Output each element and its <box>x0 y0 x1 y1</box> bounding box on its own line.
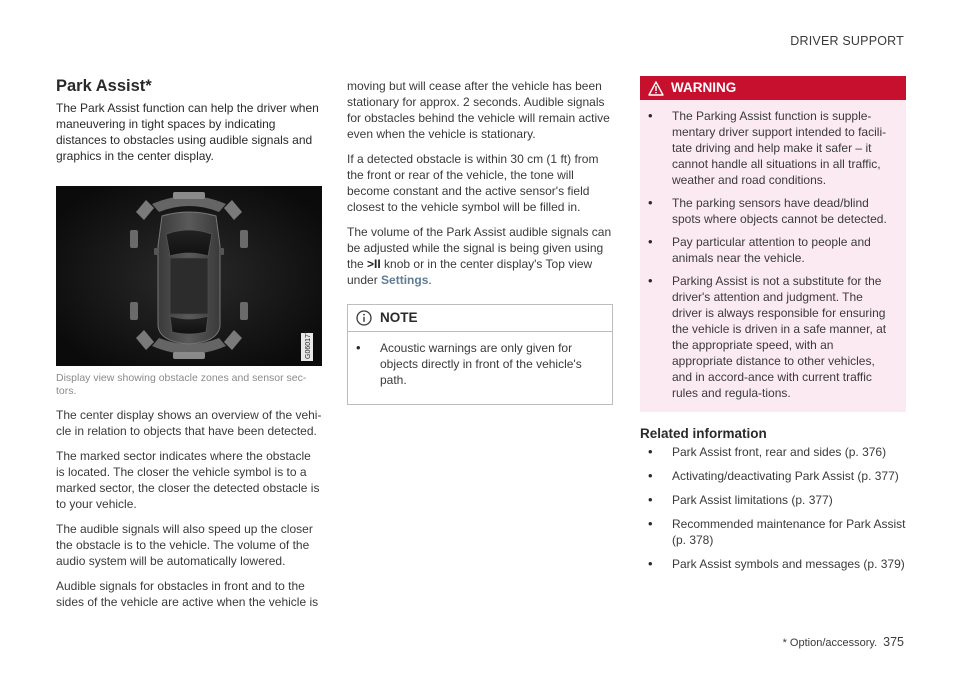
column-right <box>640 76 906 580</box>
note-box <box>347 304 613 405</box>
info-icon <box>356 310 372 326</box>
intro-paragraph: The Park Assist function can help the driver when maneuvering in tight spaces by indicating distances to obstacles using audible signals and graphics in the center display. <box>56 101 319 163</box>
volume-text: knob or in the center display's Top view under <box>347 257 593 287</box>
related-information-heading: Related information <box>640 426 767 441</box>
body-paragraph: The audible signals will also speed up the closer the obstacle is to the vehicle. The volume of the audio system will be automatically lowered. <box>56 522 313 568</box>
page-footer <box>783 634 904 651</box>
warning-header <box>640 76 906 100</box>
body-paragraph: moving but will cease after the vehicle has been stationary for approx. 2 seconds. Audible signals for obstacles behind the vehicle will remain active even when the vehicle is stationary. <box>347 79 610 141</box>
warning-box <box>640 76 906 412</box>
park-assist-illustration <box>56 186 322 366</box>
related-link[interactable]: • Recommended maintenance for Park Assist (p. 378) <box>640 516 906 548</box>
page-title: Park Assist* <box>56 77 152 95</box>
body-paragraph: The marked sector indicates where the obstacle is located. The closer the vehicle symbol is to a marked sector, the closer the detected obstacle is to your vehicle. <box>56 449 320 511</box>
related-link[interactable]: • Park Assist symbols and messages (p. 379) <box>640 556 906 572</box>
play-pause-knob-symbol: >II <box>367 257 381 271</box>
park-assist-display-figure <box>56 186 322 366</box>
related-links-list <box>640 444 906 572</box>
footer-note: * Option/accessory. <box>782 637 878 649</box>
warning-item: • Pay particular attention to people and animals near the vehicle. <box>640 234 896 266</box>
body-paragraph: The center display shows an overview of the vehi-cle in relation to objects that have been detected. <box>56 408 322 438</box>
note-header <box>348 305 612 332</box>
warning-item: • Parking Assist is not a substitute for the driver's attention and judgment. The driver is always responsible for ensuring the vehicle is driven in a safe manner, at the appropriate speed, with an appropriate distance to other vehicles, and in accord-ance with current traffic rules and regula-tions. <box>640 273 896 401</box>
column-middle <box>347 78 613 405</box>
figure-caption: Display view showing obstacle zones and sensor sec-tors. <box>56 372 307 397</box>
figure-code: G060177 <box>305 330 312 359</box>
related-link[interactable]: • Park Assist front, rear and sides (p. 376) <box>640 444 906 460</box>
volume-text: . <box>428 273 432 287</box>
volume-paragraph <box>347 224 613 288</box>
warning-item: • The Parking Assist function is supple-mentary driver support intended to facili-tate driving and help make it safer – it cannot handle all situations in all traffic, weather and road conditions. <box>640 108 896 188</box>
body-paragraph: Audible signals for obstacles in front and to the sides of the vehicle are active when the vehicle is <box>56 579 319 609</box>
page-number: 375 <box>883 635 904 649</box>
note-title: NOTE <box>380 310 418 325</box>
warning-item: • The parking sensors have dead/blind spots where objects cannot be detected. <box>640 195 896 227</box>
column-left <box>56 76 322 619</box>
warning-triangle-icon <box>648 81 664 96</box>
volume-text: The volume of the Park Assist audible signals can be adjusted while the signal is being given using the <box>347 225 612 271</box>
body-paragraph: If a detected obstacle is within 30 cm (1 ft) from the front or rear of the vehicle, the tone will become constant and the active sensor's field closest to the vehicle symbol will be filled in. <box>347 152 599 214</box>
settings-label: Settings <box>381 273 429 287</box>
warning-title: WARNING <box>671 80 737 95</box>
related-link[interactable]: • Activating/deactivating Park Assist (p. 377) <box>640 468 906 484</box>
related-link[interactable]: • Park Assist limitations (p. 377) <box>640 492 906 508</box>
running-header: DRIVER SUPPORT <box>790 34 904 48</box>
note-item: • Acoustic warnings are only given for objects directly in front of the vehicle's path. <box>348 340 602 388</box>
